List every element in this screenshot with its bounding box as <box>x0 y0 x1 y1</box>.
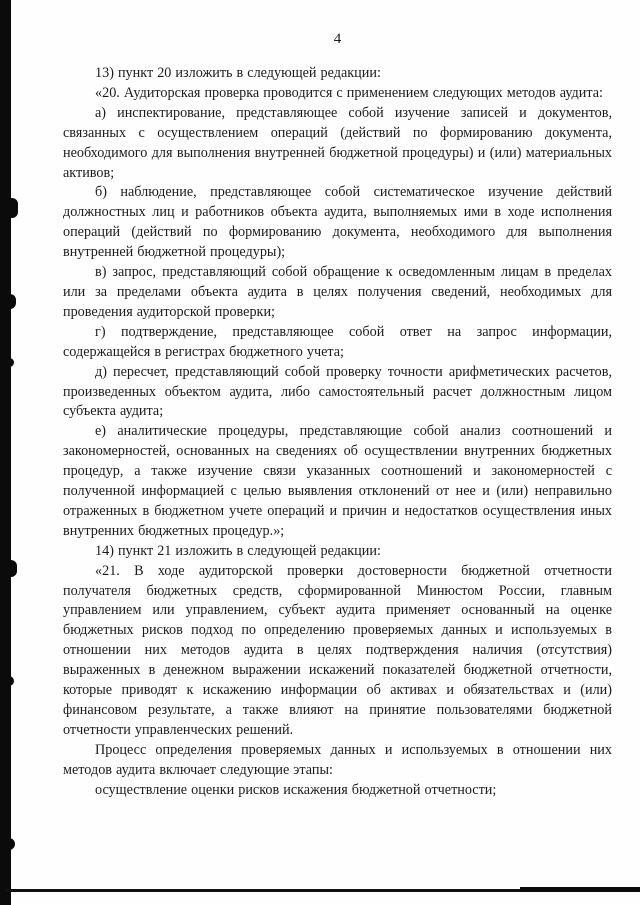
paragraph-point-21: «21. В ходе аудиторской проверки достоверности бюджетной отчетности получателя бюджетных средств, сформированной Минюстом России, главным управлением или управлением, субъект аудита применяет основанный на оценке бюджетных рисков подход по определению проверяемых данных и используемых в отношении них методов аудита в целях подтверждения наличия (отсутствия) выраженных в денежном выражении искажений показателей бюджетной отчетности, которые приводят к искажению информации об активах и обязательствах и (или) финансовом результате, а также влияют на принятие пользователями бюджетной отчетности управленческих решений. <box>63 562 612 738</box>
paragraph-list-item-14: 14) пункт 21 изложить в следующей редакции: <box>95 542 381 559</box>
paragraph-method-b-observation: б) наблюдение, представляющее собой систематическое изучение действий должностных лиц и работников объекта аудита, выполняемых ими в ходе исполнения операций (действий по формированию документа, необходимого для выполнения внутренней бюджетной процедуры); <box>63 184 612 261</box>
scan-artifact-blob <box>0 838 15 850</box>
scan-artifact-blob <box>0 358 14 367</box>
paragraph-method-v-request: в) запрос, представляющий собой обращение к осведомленным лицам в пределах или за пределами объекта аудита в целях получения сведений, необходимых для проведения аудиторской проверки; <box>63 264 612 320</box>
paragraph-point-20-intro: «20. Аудиторская проверка проводится с применением следующих методов аудита: <box>95 84 603 101</box>
paragraph-method-d-recalculation: д) пересчет, представляющий собой проверку точности арифметических расчетов, произведенных объектом аудита, либо самостоятельный расчет должностным лицом субъекта аудита; <box>63 363 612 420</box>
scan-artifact-blob <box>0 560 17 577</box>
paragraph-method-e-analytical: е) аналитические процедуры, представляющие собой анализ соотношений и закономерностей, основанных на сведениях об осуществлении внутренних бюджетных процедур, а также изучение связи указанных соотношений и закономерностей с полученной информацией с целью выявления отклонений от нее и (или) неправильно отраженных в бюджетном учете операций и причин и недостатков осуществления иных внутренних бюджетных процедур.»; <box>63 423 612 539</box>
paragraph-method-a-inspection: а) инспектирование, представляющее собой изучение записей и документов, связанных с осуществлением операций (действий по формированию документа, необходимого для выполнения внутренней бюджетной процедуры) и (или) материальных активов; <box>63 104 612 181</box>
scan-artifact-blob <box>0 294 16 309</box>
paragraph-method-g-confirmation: г) подтверждение, представляющее собой ответ на запрос информации, содержащейся в регистрах бюджетного учета; <box>63 323 612 360</box>
paragraph-process-intro: Процесс определения проверяемых данных и используемых в отношении них методов аудита включает следующие этапы: <box>63 741 612 778</box>
page-content <box>63 30 612 801</box>
scan-artifact-left-edge <box>0 0 11 905</box>
scan-artifact-blob <box>0 676 14 686</box>
scan-artifact-blob <box>0 198 18 218</box>
paragraph-stage-risk-assessment: осуществление оценки рисков искажения бюджетной отчетности; <box>95 781 497 798</box>
document-body <box>63 64 612 801</box>
paragraph-list-item-13: 13) пункт 20 изложить в следующей редакции: <box>95 65 381 81</box>
scan-artifact-bottom-corner <box>520 887 640 892</box>
page-number: 4 <box>333 31 342 47</box>
